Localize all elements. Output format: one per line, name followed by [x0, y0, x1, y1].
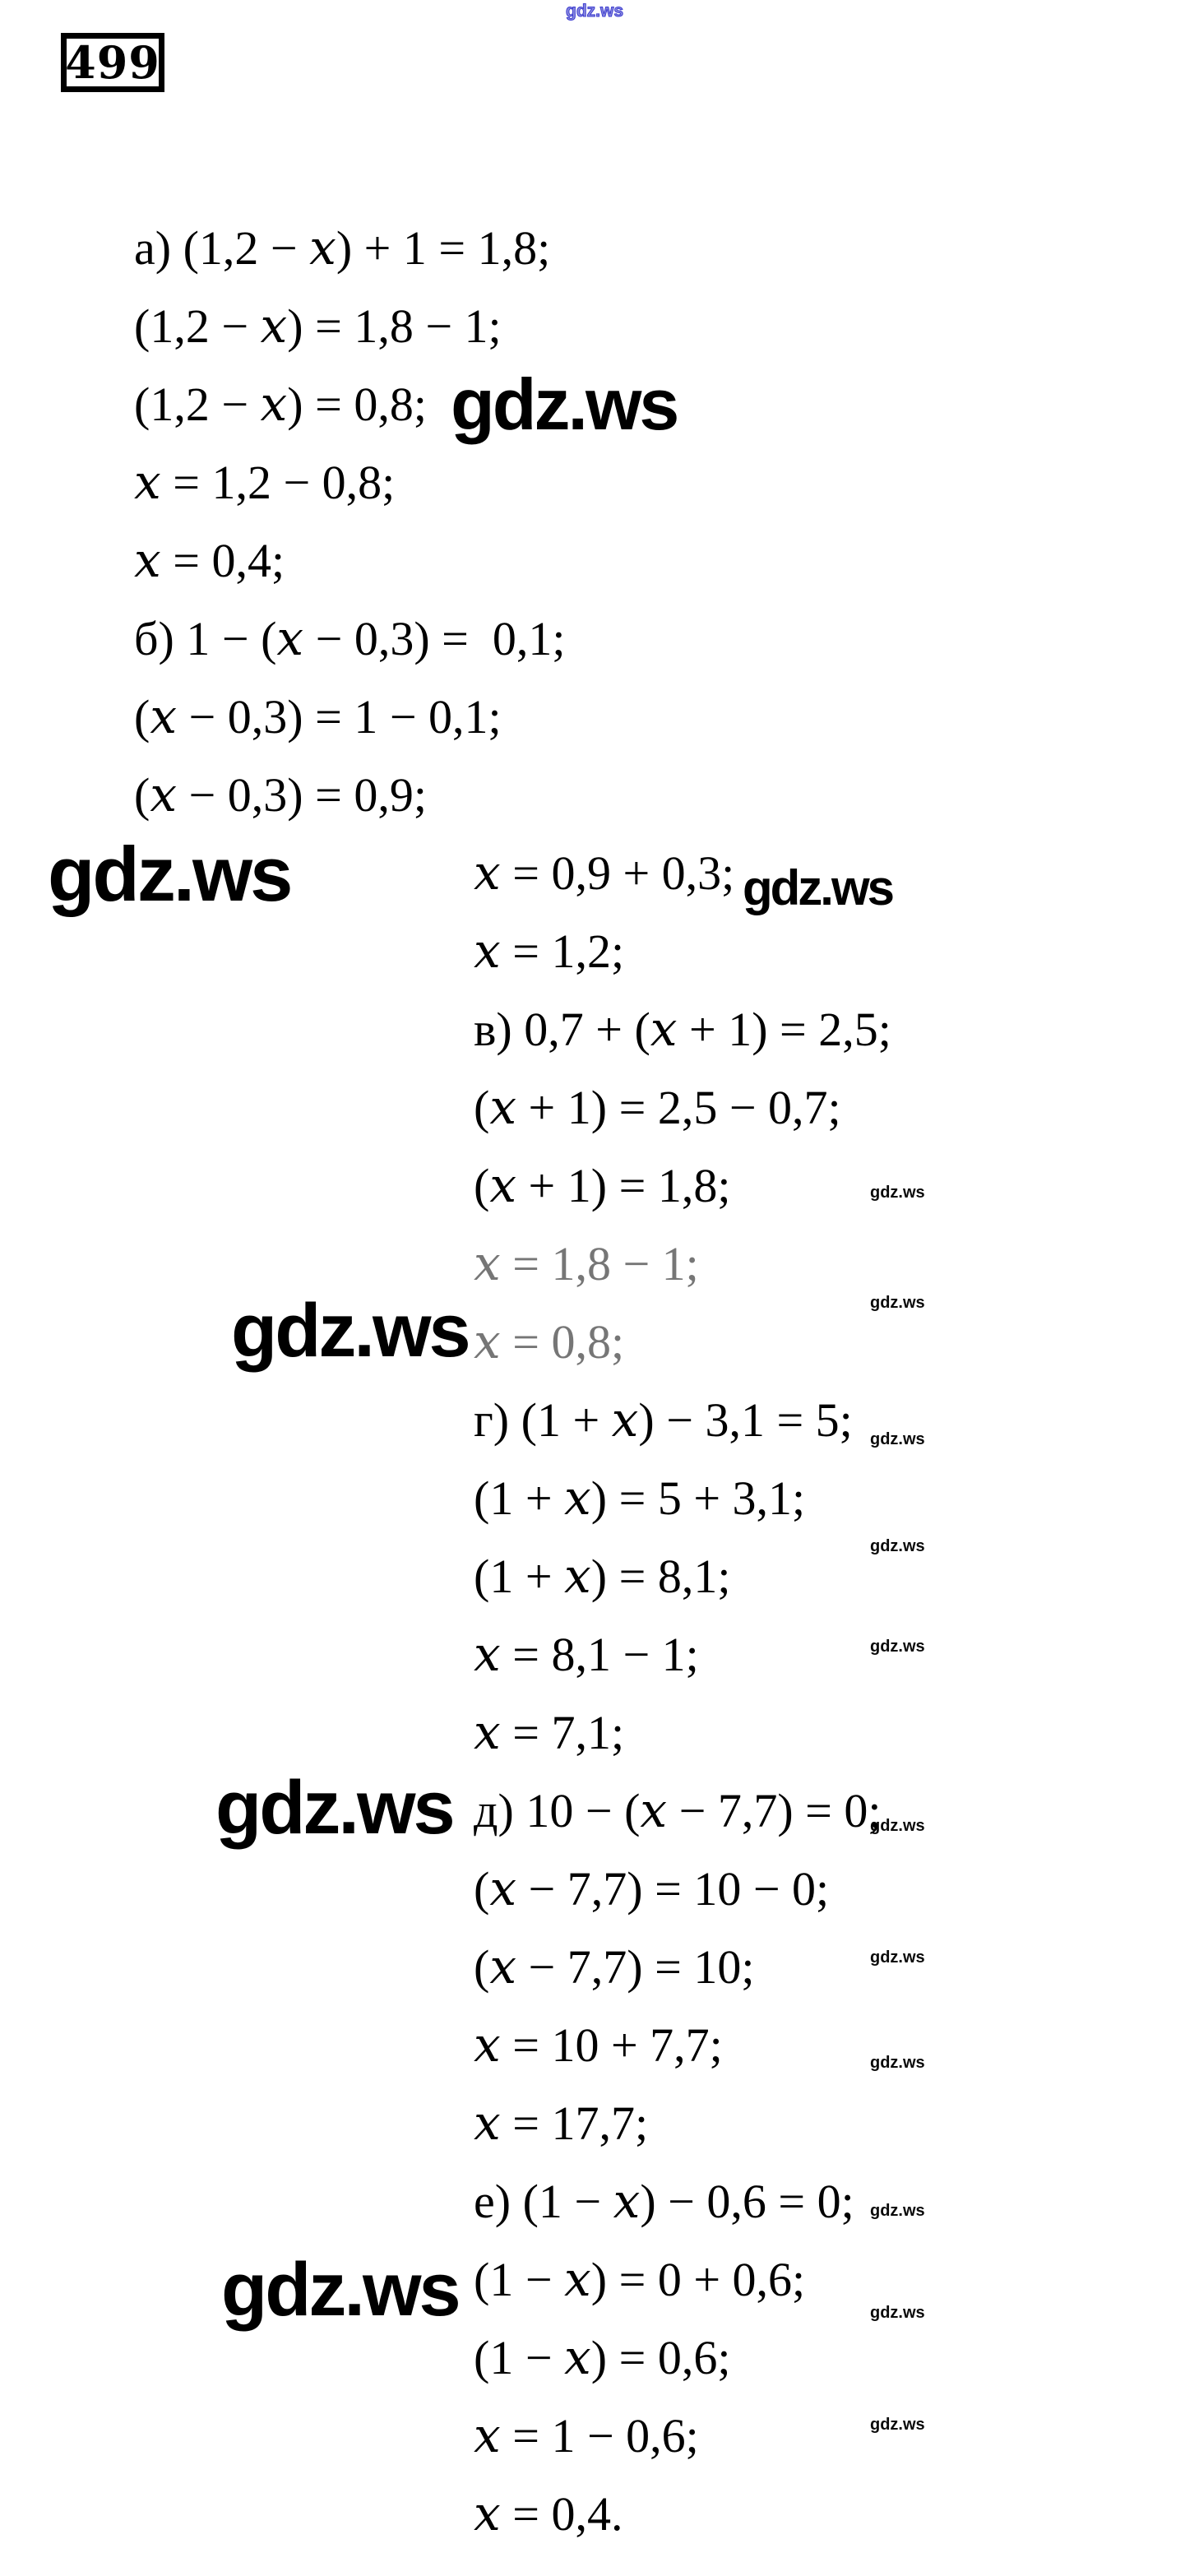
- gdzws-small-watermark: gdz.ws: [870, 1184, 925, 1202]
- gdzws-small-watermark: gdz.ws: [870, 1638, 925, 1656]
- equation-line: x = 1,2 − 0,8;: [134, 454, 396, 510]
- gdzws-small-watermark: gdz.ws: [870, 1430, 925, 1448]
- gdzws-small-watermark: gdz.ws: [870, 1817, 925, 1835]
- equation-line: x = 1,8 − 1;: [474, 1235, 699, 1291]
- equation-line: (1,2 − x) = 1,8 − 1;: [134, 298, 502, 354]
- equation-line: (x − 7,7) = 10 − 0;: [474, 1860, 830, 1916]
- equation-line: (x − 0,3) = 0,9;: [134, 767, 427, 822]
- problem-number-box: [61, 33, 164, 92]
- gdzws-large-watermark: gdz.ws: [231, 1289, 469, 1373]
- gdzws-small-watermark: gdz.ws: [870, 2304, 925, 2322]
- equation-line: (x − 0,3) = 1 − 0,1;: [134, 688, 502, 744]
- equation-line: в) 0,7 + (x + 1) = 2,5;: [474, 1001, 891, 1057]
- equation-line: x = 0,9 + 0,3;: [474, 845, 735, 901]
- solution-left-column: [134, 209, 566, 834]
- equation-line: x = 8,1 − 1;: [474, 1626, 699, 1682]
- gdzws-large-watermark: gdz.ws: [48, 831, 291, 917]
- equation-line: x = 10 + 7,7;: [474, 2017, 723, 2073]
- gdzws-large-watermark: gdz.ws: [215, 1766, 453, 1850]
- equation-line: x = 1,2;: [474, 923, 625, 979]
- equation-line: (x − 7,7) = 10;: [474, 1939, 755, 1995]
- equation-line: г) (1 + x) − 3,1 = 5;: [474, 1392, 853, 1448]
- equation-line: x = 0,4.: [474, 2486, 623, 2541]
- gdzws-small-watermark: gdz.ws: [870, 2416, 925, 2434]
- gdzws-large-watermark: gdz.ws: [221, 2248, 459, 2332]
- equation-line: д) 10 − (x − 7,7) = 0;: [474, 1782, 882, 1838]
- equation-line: б) 1 − (x − 0,3) = 0,1;: [134, 610, 566, 666]
- equation-line: (1 + x) = 8,1;: [474, 1548, 731, 1604]
- gdzws-medium-watermark: gdz.ws: [743, 860, 893, 915]
- equation-line: (1 + x) = 5 + 3,1;: [474, 1470, 806, 1526]
- gdzws-small-watermark: gdz.ws: [870, 2054, 925, 2072]
- equation-line: (x + 1) = 2,5 − 0,7;: [474, 1079, 841, 1135]
- equation-line: (1,2 − x) = 0,8;: [134, 376, 427, 432]
- gdzws-small-watermark: gdz.ws: [870, 1537, 925, 1555]
- gdzws-small-watermark: gdz.ws: [870, 1294, 925, 1312]
- equation-line: (x + 1) = 1,8;: [474, 1157, 731, 1213]
- problem-number: 499: [65, 36, 160, 89]
- equation-line: (1 − x) = 0,6;: [474, 2329, 731, 2385]
- equation-line: (1 − x) = 0 + 0,6;: [474, 2251, 806, 2307]
- gdzws-small-watermark: gdz.ws: [870, 1948, 925, 1967]
- equation-line: x = 1 − 0,6;: [474, 2407, 699, 2463]
- equation-line: x = 17,7;: [474, 2095, 649, 2151]
- equation-line: е) (1 − x) − 0,6 = 0;: [474, 2173, 854, 2229]
- solution-right-column: [474, 834, 891, 2553]
- gdzws-top-watermark: gdz.ws: [566, 2, 624, 21]
- gdzws-large-watermark: gdz.ws: [451, 364, 678, 445]
- equation-line: x = 0,4;: [134, 532, 285, 588]
- equation-line: x = 7,1;: [474, 1704, 625, 1760]
- equation-line: x = 0,8;: [474, 1313, 625, 1369]
- equation-line: а) (1,2 − x) + 1 = 1,8;: [134, 220, 551, 276]
- gdzws-small-watermark: gdz.ws: [870, 2202, 925, 2220]
